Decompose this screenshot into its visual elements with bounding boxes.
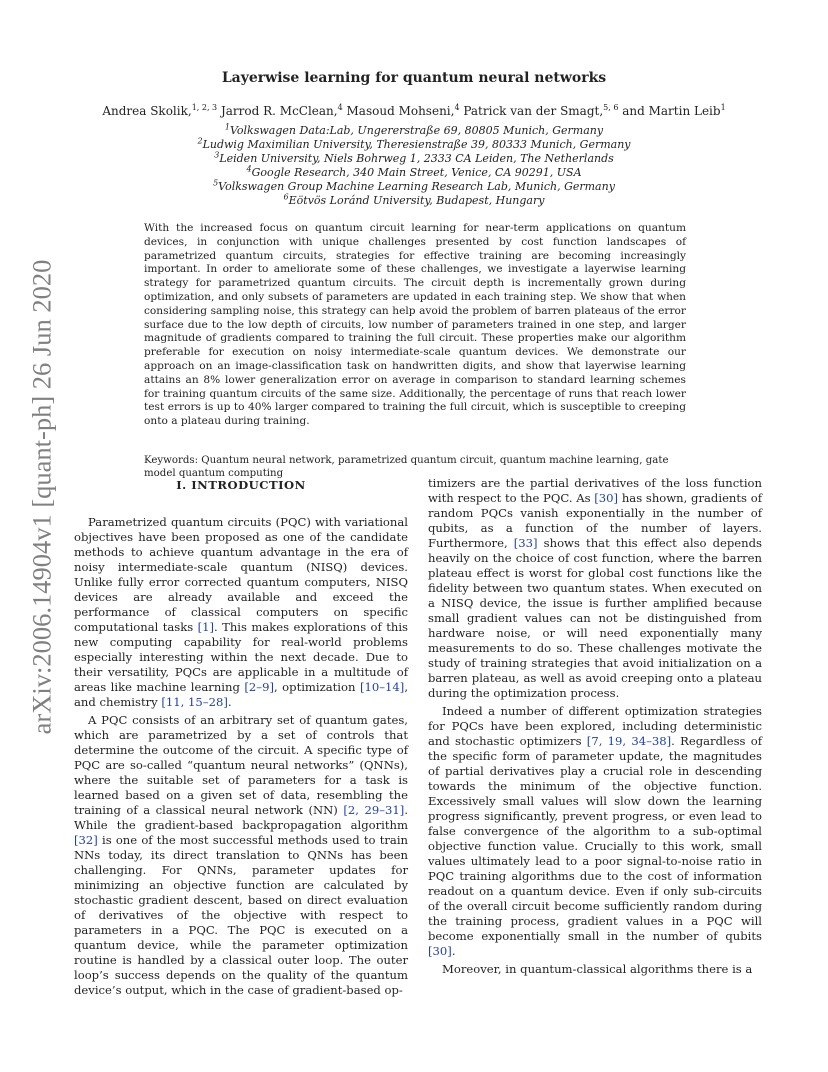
text-run: Moreover, in quantum-classical algorithms there is a [442,962,753,976]
paper-title: Layerwise learning for quantum neural networks [221,70,607,86]
text-run: A PQC consists of an arbitrary set of quantum gates, which are parametrized by a set of controls that determine the outcome of the circuit. A specific type of PQC are so-called “quantum neural networks” (QNNs), where the suitable set of parameters for a task is learned based on a given set of data, resembling the training of a classical neural network (NN) [74,713,408,817]
text-run: . This makes explorations of this new computing capability for real-world problems especially interesting within the next decade. Due to their versatility, PQCs are applicable in a multitude of areas like machine learning [74,620,408,694]
author: and Martin Leib$^1$ [618,103,726,118]
text-run: shows that this effect also depends heavily on the choice of cost function, where the barren plateau effect is worst for global cost functions like the fidelity between two quantum states. When executed on a NISQ device, the issue is further amplified because small gradient values can not be distinguished from hardware noise, or will need exponentially many measurements to do so. These challenges motivate the study of training strategies that avoid initialization on a barren plateau, as well as avoid creeping onto a plateau during the optimization process. [428,536,762,700]
citation-link[interactable]: [7, 19, 34–38] [586,734,672,748]
author-list [0,104,828,118]
affiliation: $^3$Leiden University, Niels Bohrweg 1, 2333 CA Leiden, The Netherlands [214,150,614,165]
citation-link[interactable]: [2, 29–31] [343,803,405,817]
arxiv-identifier-sidebar [22,259,62,735]
citation-link[interactable]: [30] [428,944,452,958]
body-paragraph [74,713,408,998]
keywords: Keywords: Quantum neural network, parametrized quantum circuit, quantum machine learning, gate model quantum computing [144,455,669,479]
body-paragraph [74,515,408,710]
text-run: . Regardless of the specific form of parameter update, the magnitudes of partial derivatives play a crucial role in descending towards the minimum of the objective function. Excessively small values will slow down the learning progress significantly, prevent progress, or even lead to false convergence of the algorithm to a sub-optimal objective function value. Crucially to this work, small values ultimately lead to a poor signal-to-noise ratio in PQC training algorithms due to the cost of information readout on a quantum device. Even if only sub-circuits of the overall circuit become sufficiently random during the training process, gradient values in a PQC will become exponentially small in the number of qubits [428,734,763,943]
author: Jarrod R. McClean,$^4$ [217,103,343,118]
arxiv-identifier: arXiv:2006.14904v1 [quant-ph] 26 Jun 2020 [26,259,57,735]
author: Patrick van der Smagt,$^{5, 6}$ [459,103,619,118]
text-run: timizers are the partial derivatives of the loss function with respect to the PQC. As [428,476,762,505]
right-column [428,476,762,977]
affiliation-list [0,124,828,208]
citation-link[interactable]: [11, 15–28] [161,695,228,709]
text-run: Indeed a number of different optimization strategies for PQCs have been explored, including deterministic and stochastic optimizers [428,704,762,748]
left-column [74,515,408,998]
affiliation: $^6$Eötvös Loránd University, Budapest, Hungary [283,192,545,207]
affiliation: $^2$Ludwig Maximilian University, Theresienstraße 39, 80333 Munich, Germany [197,136,631,151]
text-run: has shown, gradients of random PQCs vanish exponentially in the number of qubits, as a function of the number of layers. Furthermore, [428,491,762,550]
citation-link[interactable]: [32] [74,833,98,847]
body-paragraph [428,704,762,959]
affiliation: $^1$Volkswagen Data:Lab, Ungererstraße 69, 80805 Munich, Germany [224,122,604,137]
citation-link[interactable]: [30] [594,491,619,505]
abstract: With the increased focus on quantum circuit learning for near-term applications on quantum devices, in conjunction with unique challenges presented by cost function landscapes of parametrized quantum circuits, strategies for effective training are becoming increasingly important. In order to ameliorate some of these challenges, we investigate a layerwise learning strategy for parametrized quantum circuits. The circuit depth is incrementally grown during optimization, and only subsets of parameters are updated in each training step. We show that when considering sampling noise, this strategy can help avoid the problem of barren plateaus of the error surface due to the low depth of circuits, low number of parameters trained in one step, and larger magnitude of gradients compared to training the full circuit. These properties make our algorithm preferable for execution on noisy intermediate-scale quantum devices. We demonstrate our approach on an image-classification task on handwritten digits, and show that layerwise learning attains an 8% lower generalization error on average in comparison to standard learning schemes for training quantum circuits of the same size. Additionally, the percentage of runs that reach lower test errors is up to 40% larger compared to training the full circuit, which is susceptible to creeping onto a plateau during training. [144,222,686,428]
text-run: , optimization [274,680,360,694]
citation-link[interactable]: [33] [513,536,538,550]
text-run: . While the gradient-based backpropagation algorithm [74,803,408,832]
text-run: is one of the most successful methods used to train NNs today, its direct translation to QNNs has been challenging. For QNNs, parameter updates for minimizing an objective function are calculated by stochastic gradient descent, based on direct evaluation of derivatives of the objective with respect to parameters in a PQC. The PQC is executed on a quantum device, while the parameter optimization routine is handled by a classical outer loop. The outer loop’s success depends on the quality of the quantum device’s output, which in the case of gradient-based op- [74,833,408,997]
text-run: . [227,695,232,709]
citation-link[interactable]: [1] [197,620,215,634]
author: Andrea Skolik,$^{1, 2, 3}$ [102,103,218,118]
text-run: , and chemistry [74,680,408,709]
citation-link[interactable]: [10–14] [359,680,405,694]
affiliation: $^5$Volkswagen Group Machine Learning Research Lab, Munich, Germany [213,178,615,193]
affiliation: $^4$Google Research, 340 Main Street, Venice, CA 90291, USA [246,164,582,179]
citation-link[interactable]: [2–9] [244,680,274,694]
text-run: . [451,944,456,958]
author: Masoud Mohseni,$^4$ [342,103,460,118]
text-run: Parametrized quantum circuits (PQC) with variational objectives have been proposed as one of the candidate methods to achieve quantum advantage in the era of noisy intermediate-scale quantum (NISQ) devices. Unlike fully error corrected quantum computers, NISQ devices are already available and exceed the performance of classical computers on specific computational tasks [74,515,408,634]
section-heading-introduction: I. INTRODUCTION [176,478,306,492]
body-paragraph [428,476,762,701]
body-paragraph [428,962,762,977]
